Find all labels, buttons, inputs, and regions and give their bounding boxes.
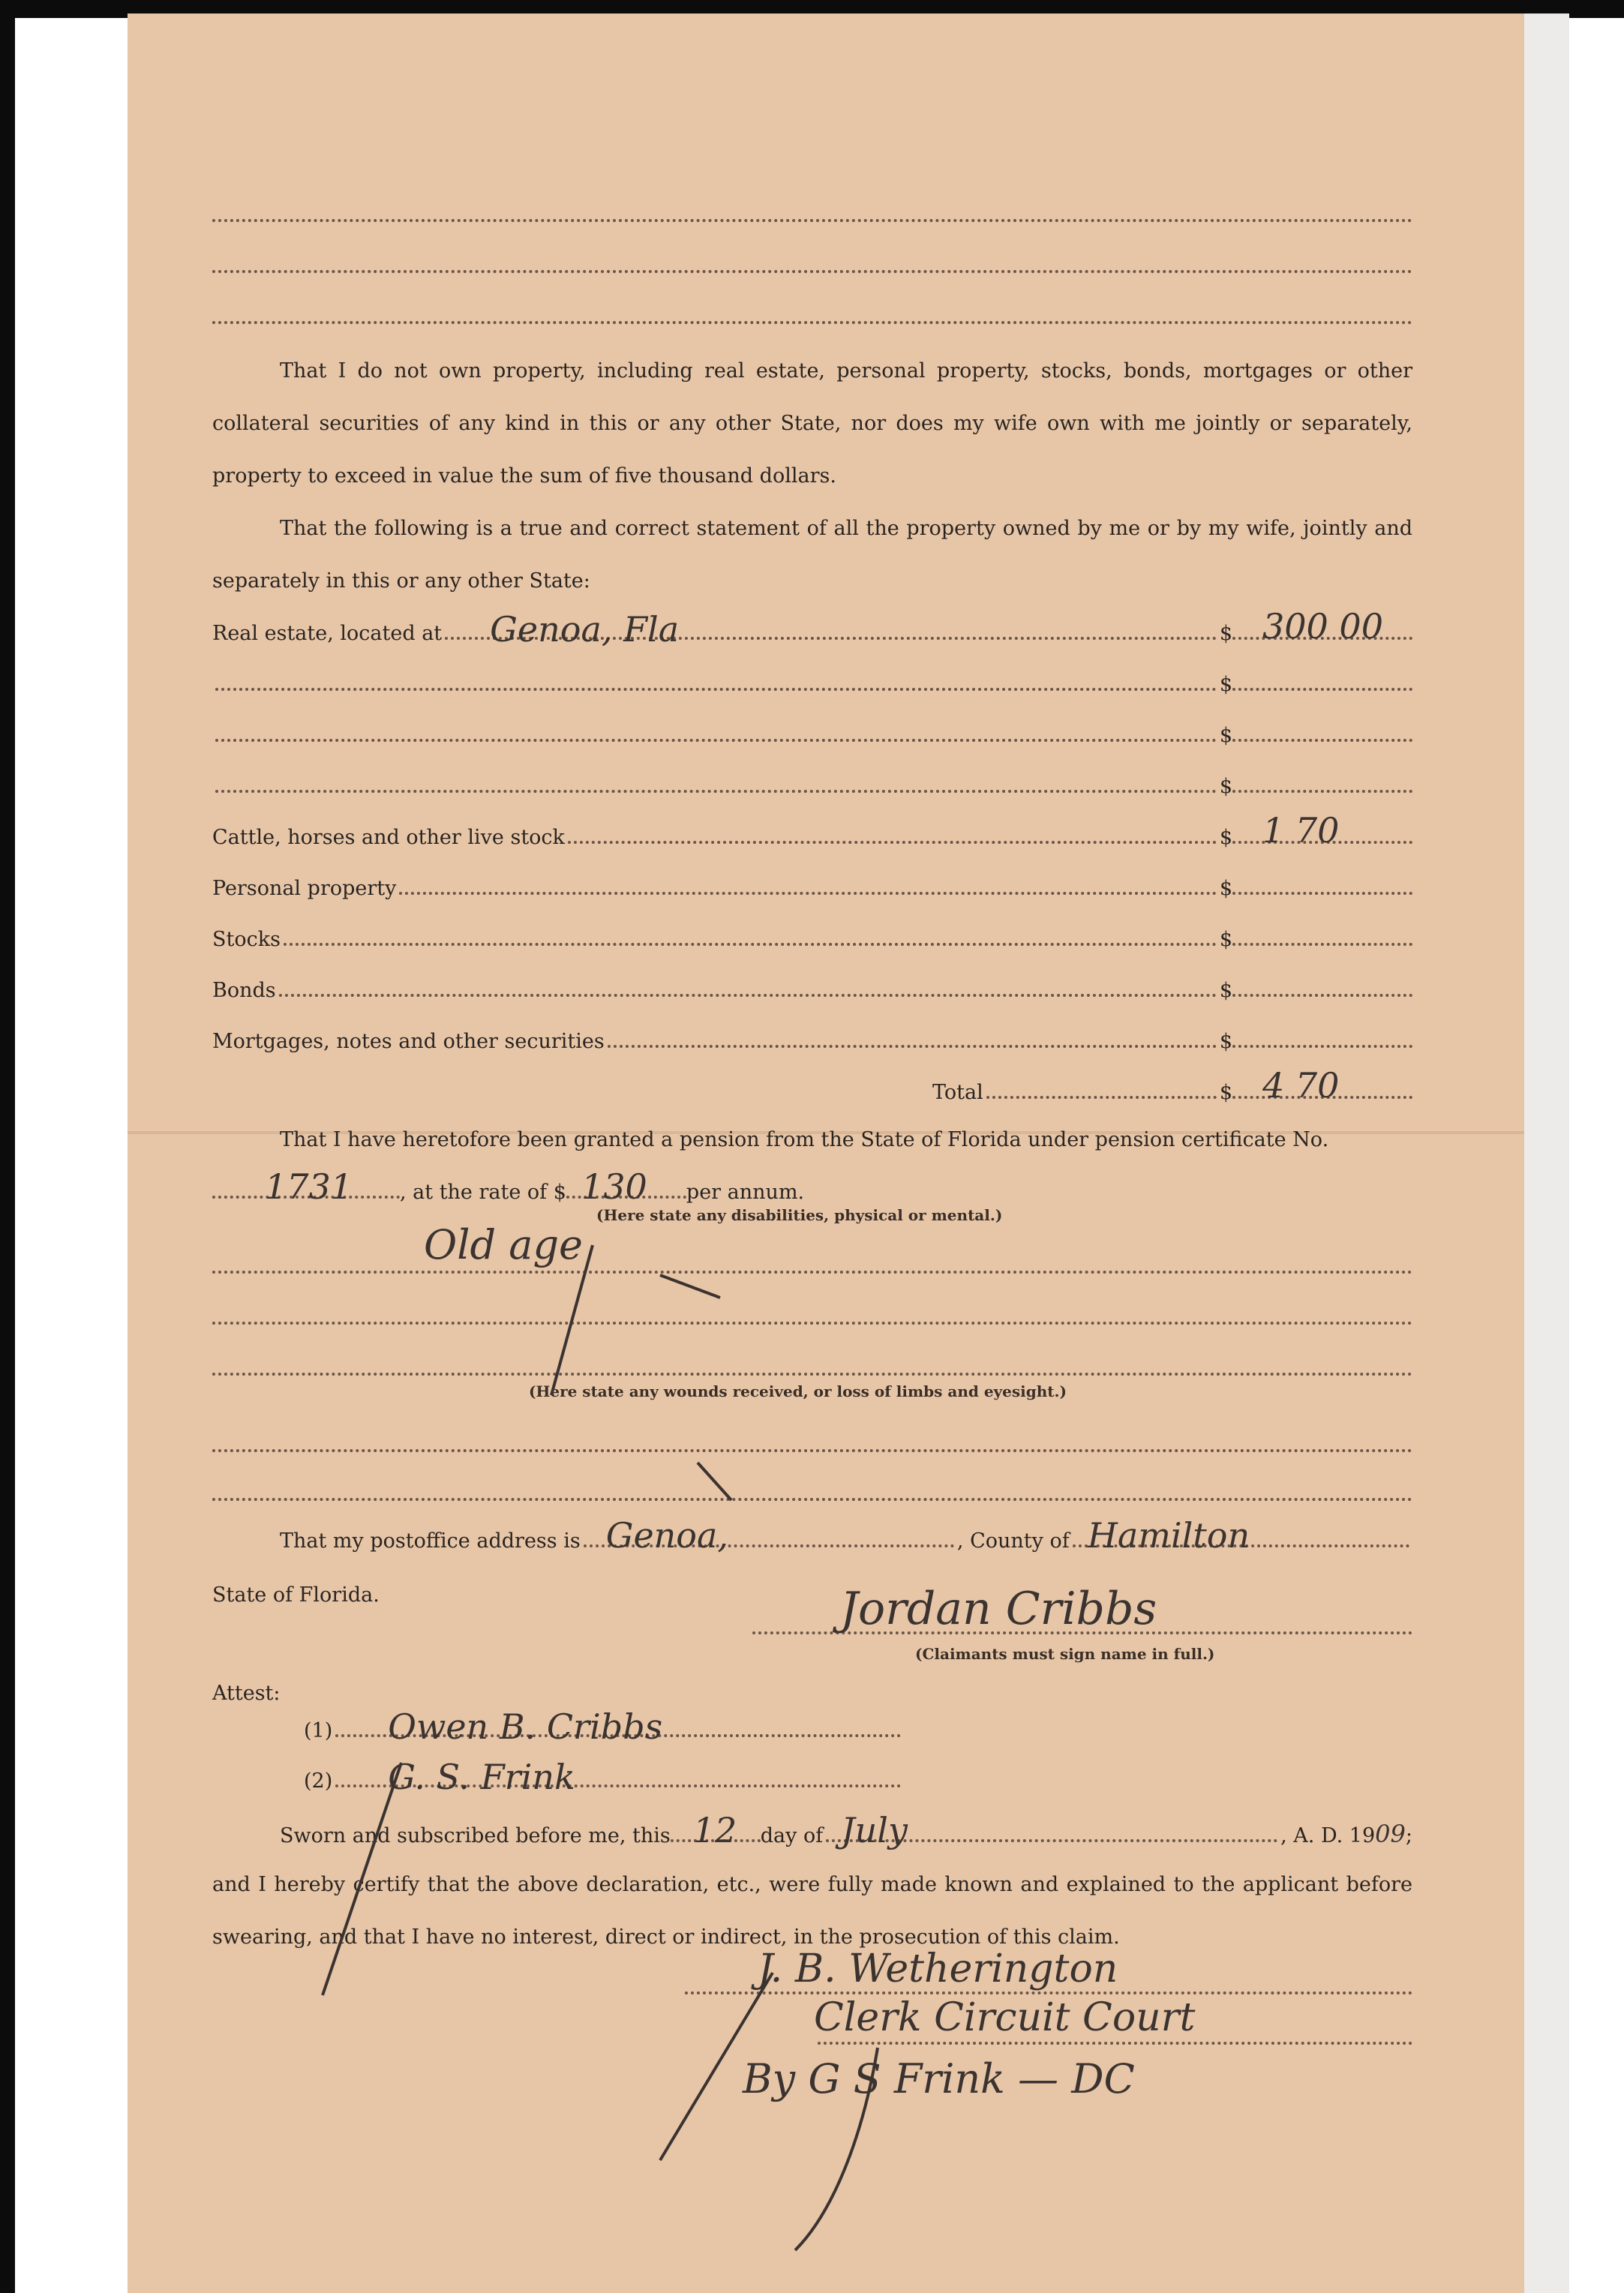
bonds-row: Bonds $ bbox=[212, 976, 1412, 1006]
witness-2-signature: G. S. Frink bbox=[388, 1757, 575, 1797]
disabilities-note: (Here state any disabilities, physical or mental.) bbox=[596, 1206, 1003, 1224]
sworn-month: July bbox=[841, 1810, 908, 1850]
certify-text: and I hereby certify that the above declaration, etc., were fully made known and explained to the applicant before swearing, and that I have no interest, direct or indirect, in the prosecution of this claim. bbox=[212, 1873, 1412, 1949]
mortgages-row: Mortgages, notes and other securities $ bbox=[212, 1027, 1412, 1057]
statement-paragraph: That the following is a true and correct statement of all the property owned by me or by my wife, jointly and separately in this or any other State: bbox=[212, 517, 1412, 593]
rate-amount: 130 bbox=[581, 1166, 647, 1207]
claimant-note: (Claimants must sign name in full.) bbox=[915, 1645, 1215, 1663]
county-label: , County of bbox=[956, 1529, 1070, 1553]
cattle-label: Cattle, horses and other live stock bbox=[212, 826, 565, 849]
witness-1-signature: Owen B. Cribbs bbox=[388, 1706, 663, 1747]
disability-value: Old age bbox=[424, 1221, 583, 1268]
deputy-signature: By G S Frink — DC bbox=[743, 2055, 1135, 2102]
postoffice-value: Genoa, bbox=[605, 1515, 729, 1556]
bonds-label: Bonds bbox=[212, 979, 276, 1002]
claimant-signature: Jordan Cribbs bbox=[840, 1583, 1157, 1635]
county-value: Hamilton bbox=[1087, 1515, 1250, 1556]
officer-title: Clerk Circuit Court bbox=[814, 1995, 1196, 2040]
wounds-note: (Here state any wounds received, or loss of limbs and eyesight.) bbox=[529, 1382, 1067, 1400]
total-amount: 4 70 bbox=[1262, 1065, 1340, 1106]
real-estate-blank-row-1: $ bbox=[212, 670, 1412, 700]
sworn-row: Sworn and subscribed before me, this 12 day of July , A. D. 19 09 ; bbox=[280, 1810, 1412, 1850]
stocks-row: Stocks $ bbox=[212, 925, 1412, 955]
personal-property-label: Personal property bbox=[212, 877, 397, 900]
real-estate-label: Real estate, located at bbox=[212, 622, 443, 645]
sworn-prefix: Sworn and subscribed before me, this bbox=[280, 1824, 671, 1847]
real-estate-blank-row-3: $ bbox=[212, 772, 1412, 802]
real-estate-blank-row-2: $ bbox=[212, 721, 1412, 751]
officer-signature: J. B. Wetherington bbox=[758, 1946, 1118, 1991]
intro-paragraph: That I do not own property, including real estate, personal property, stocks, bonds, mortgages or other collateral securities of any kind in this or any other State, nor does my wife own with me jointly or separately, property to exceed in value the sum of five thousand dollars. bbox=[212, 359, 1412, 488]
cattle-amount: 1 70 bbox=[1262, 810, 1340, 851]
witness-1-number: (1) bbox=[304, 1719, 333, 1742]
sworn-year: 09 bbox=[1375, 1820, 1406, 1848]
certificate-number: 1731 bbox=[265, 1166, 353, 1207]
total-row: Total $ 4 70 bbox=[932, 1078, 1412, 1108]
real-estate-amount: 300 00 bbox=[1262, 606, 1383, 647]
postoffice-label: That my postoffice address is bbox=[280, 1529, 581, 1553]
real-estate-location: Genoa, Fla bbox=[490, 609, 680, 650]
sworn-ad: , A. D. 19 bbox=[1280, 1824, 1376, 1847]
mortgages-label: Mortgages, notes and other securities bbox=[212, 1030, 605, 1053]
pension-text: That I have heretofore been granted a pension from the State of Florida under pension certificate No. bbox=[280, 1128, 1329, 1151]
personal-property-row: Personal property $ bbox=[212, 874, 1412, 904]
attest-label: Attest: bbox=[212, 1682, 281, 1705]
sworn-day-of: day of bbox=[760, 1824, 824, 1847]
per-annum-label: per annum. bbox=[686, 1181, 805, 1204]
real-estate-row: Real estate, located at Genoa, Fla $ 300 00 bbox=[212, 619, 1412, 649]
stocks-label: Stocks bbox=[212, 928, 281, 951]
total-label: Total bbox=[932, 1081, 983, 1104]
rate-label: , at the rate of $ bbox=[400, 1181, 566, 1204]
sworn-day: 12 bbox=[692, 1810, 737, 1850]
cattle-row: Cattle, horses and other live stock $ 1 70 bbox=[212, 823, 1412, 853]
witness-2-number: (2) bbox=[304, 1769, 333, 1793]
state-label: State of Florida. bbox=[212, 1583, 380, 1607]
